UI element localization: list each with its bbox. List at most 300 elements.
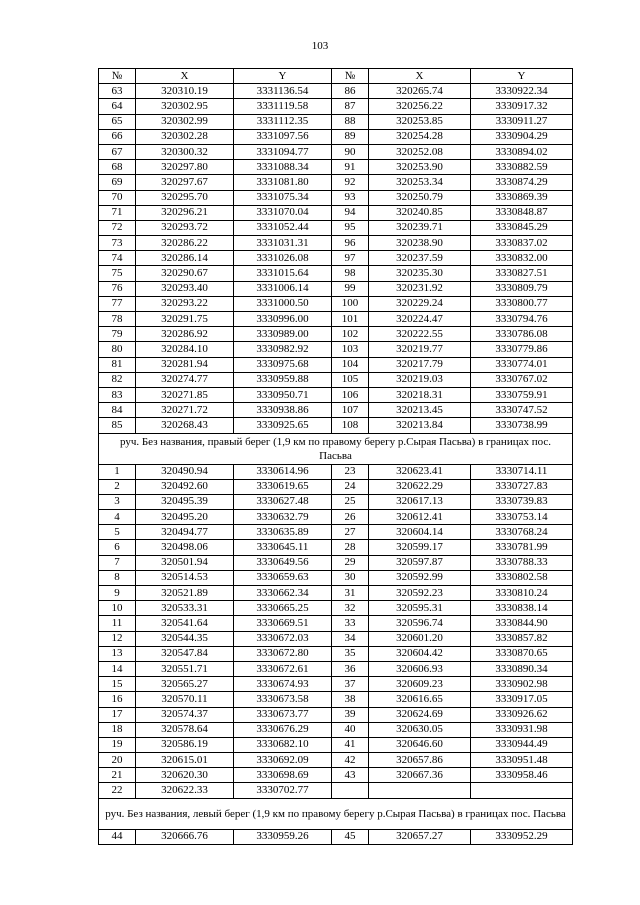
table-row — [99, 99, 573, 114]
point-number-cell: 16 — [99, 692, 136, 707]
x-coordinate-cell: 320547.84 — [136, 646, 234, 661]
table-row — [99, 312, 573, 327]
x-coordinate-cell: 320615.01 — [136, 753, 234, 768]
x-coordinate-cell: 320495.39 — [136, 494, 234, 509]
point-number-cell: 84 — [99, 403, 136, 418]
table-row — [99, 251, 573, 266]
y-coordinate-cell: 3330845.29 — [471, 220, 573, 235]
x-coordinate-cell: 320533.31 — [136, 601, 234, 616]
y-coordinate-cell: 3330779.86 — [471, 342, 573, 357]
table-row — [99, 631, 573, 646]
table-row — [99, 829, 573, 844]
x-coordinate-cell: 320240.85 — [369, 205, 471, 220]
y-coordinate-cell: 3330759.91 — [471, 387, 573, 402]
x-coordinate-cell: 320657.86 — [369, 753, 471, 768]
y-coordinate-cell: 3331119.58 — [234, 99, 332, 114]
y-coordinate-cell: 3331070.04 — [234, 205, 332, 220]
point-number-cell: 66 — [99, 129, 136, 144]
point-number-cell: 70 — [99, 190, 136, 205]
x-coordinate-cell: 320599.17 — [369, 540, 471, 555]
section-title: руч. Без названия, правый берег (1,9 км по правому берегу р.Сырая Пасьва) в границах пос. Пасьва — [99, 433, 573, 464]
y-coordinate-cell: 3330837.02 — [471, 236, 573, 251]
point-number-cell: 38 — [332, 692, 369, 707]
col-header-number: № — [99, 69, 136, 84]
point-number-cell: 33 — [332, 616, 369, 631]
y-coordinate-cell: 3330958.46 — [471, 768, 573, 783]
x-coordinate-cell: 320224.47 — [369, 312, 471, 327]
x-coordinate-cell: 320250.79 — [369, 190, 471, 205]
x-coordinate-cell: 320622.29 — [369, 479, 471, 494]
point-number-cell: 99 — [332, 281, 369, 296]
y-coordinate-cell: 3330674.93 — [234, 677, 332, 692]
point-number-cell: 87 — [332, 99, 369, 114]
point-number-cell: 106 — [332, 387, 369, 402]
x-coordinate-cell: 320302.99 — [136, 114, 234, 129]
x-coordinate-cell: 320213.45 — [369, 403, 471, 418]
table-row — [99, 372, 573, 387]
point-number-cell: 63 — [99, 84, 136, 99]
x-coordinate-cell: 320630.05 — [369, 722, 471, 737]
x-coordinate-cell: 320574.37 — [136, 707, 234, 722]
table-row — [99, 129, 573, 144]
x-coordinate-cell: 320609.23 — [369, 677, 471, 692]
x-coordinate-cell: 320265.74 — [369, 84, 471, 99]
table-row — [99, 677, 573, 692]
point-number-cell: 103 — [332, 342, 369, 357]
coordinates-table — [98, 68, 573, 845]
y-coordinate-cell: 3330882.59 — [471, 160, 573, 175]
x-coordinate-cell: 320286.14 — [136, 251, 234, 266]
table-row — [99, 783, 573, 798]
x-coordinate-cell: 320592.99 — [369, 570, 471, 585]
point-number-cell: 32 — [332, 601, 369, 616]
x-coordinate-cell: 320213.84 — [369, 418, 471, 433]
table-row — [99, 266, 573, 281]
x-coordinate-cell: 320235.30 — [369, 266, 471, 281]
point-number-cell — [332, 783, 369, 798]
table-row — [99, 661, 573, 676]
table-row — [99, 464, 573, 479]
x-coordinate-cell: 320586.19 — [136, 737, 234, 752]
point-number-cell: 19 — [99, 737, 136, 752]
y-coordinate-cell: 3330800.77 — [471, 296, 573, 311]
y-coordinate-cell: 3330768.24 — [471, 525, 573, 540]
y-coordinate-cell: 3330802.58 — [471, 570, 573, 585]
x-coordinate-cell: 320284.10 — [136, 342, 234, 357]
point-number-cell: 74 — [99, 251, 136, 266]
y-coordinate-cell: 3331000.50 — [234, 296, 332, 311]
x-coordinate-cell: 320286.92 — [136, 327, 234, 342]
point-number-cell: 107 — [332, 403, 369, 418]
x-coordinate-cell: 320296.21 — [136, 205, 234, 220]
table-row — [99, 144, 573, 159]
point-number-cell: 20 — [99, 753, 136, 768]
x-coordinate-cell: 320271.72 — [136, 403, 234, 418]
table-row — [99, 601, 573, 616]
y-coordinate-cell: 3330857.82 — [471, 631, 573, 646]
point-number-cell: 88 — [332, 114, 369, 129]
y-coordinate-cell: 3331031.31 — [234, 236, 332, 251]
x-coordinate-cell: 320597.87 — [369, 555, 471, 570]
point-number-cell: 2 — [99, 479, 136, 494]
x-coordinate-cell: 320541.64 — [136, 616, 234, 631]
point-number-cell: 17 — [99, 707, 136, 722]
point-number-cell: 15 — [99, 677, 136, 692]
y-coordinate-cell: 3331112.35 — [234, 114, 332, 129]
y-coordinate-cell: 3330632.79 — [234, 510, 332, 525]
table-row — [99, 646, 573, 661]
y-coordinate-cell: 3330870.65 — [471, 646, 573, 661]
point-number-cell: 29 — [332, 555, 369, 570]
point-number-cell: 7 — [99, 555, 136, 570]
point-number-cell: 36 — [332, 661, 369, 676]
point-number-cell: 12 — [99, 631, 136, 646]
point-number-cell: 64 — [99, 99, 136, 114]
y-coordinate-cell: 3330662.34 — [234, 586, 332, 601]
y-coordinate-cell: 3331015.64 — [234, 266, 332, 281]
x-coordinate-cell: 320239.71 — [369, 220, 471, 235]
x-coordinate-cell: 320666.76 — [136, 829, 234, 844]
x-coordinate-cell: 320300.32 — [136, 144, 234, 159]
point-number-cell: 30 — [332, 570, 369, 585]
y-coordinate-cell: 3330786.08 — [471, 327, 573, 342]
point-number-cell: 80 — [99, 342, 136, 357]
table-row — [99, 570, 573, 585]
point-number-cell: 44 — [99, 829, 136, 844]
x-coordinate-cell: 320604.42 — [369, 646, 471, 661]
point-number-cell: 78 — [99, 312, 136, 327]
x-coordinate-cell: 320219.03 — [369, 372, 471, 387]
x-coordinate-cell: 320514.53 — [136, 570, 234, 585]
section-title-row — [99, 433, 573, 464]
point-number-cell: 69 — [99, 175, 136, 190]
table-row — [99, 418, 573, 433]
point-number-cell: 104 — [332, 357, 369, 372]
x-coordinate-cell: 320646.60 — [369, 737, 471, 752]
point-number-cell: 28 — [332, 540, 369, 555]
point-number-cell: 93 — [332, 190, 369, 205]
table-row — [99, 205, 573, 220]
x-coordinate-cell: 320492.60 — [136, 479, 234, 494]
point-number-cell: 21 — [99, 768, 136, 783]
y-coordinate-cell: 3330952.29 — [471, 829, 573, 844]
x-coordinate-cell: 320297.67 — [136, 175, 234, 190]
table-row — [99, 327, 573, 342]
table-row — [99, 281, 573, 296]
y-coordinate-cell: 3330809.79 — [471, 281, 573, 296]
x-coordinate-cell: 320601.20 — [369, 631, 471, 646]
y-coordinate-cell: 3330727.83 — [471, 479, 573, 494]
point-number-cell: 13 — [99, 646, 136, 661]
x-coordinate-cell: 320293.72 — [136, 220, 234, 235]
point-number-cell: 41 — [332, 737, 369, 752]
table-row — [99, 296, 573, 311]
y-coordinate-cell: 3330926.62 — [471, 707, 573, 722]
x-coordinate-cell: 320237.59 — [369, 251, 471, 266]
table-row — [99, 707, 573, 722]
y-coordinate-cell: 3330774.01 — [471, 357, 573, 372]
x-coordinate-cell: 320229.24 — [369, 296, 471, 311]
y-coordinate-cell: 3331088.34 — [234, 160, 332, 175]
table-row — [99, 525, 573, 540]
point-number-cell: 1 — [99, 464, 136, 479]
x-coordinate-cell: 320293.40 — [136, 281, 234, 296]
point-number-cell: 25 — [332, 494, 369, 509]
y-coordinate-cell: 3330904.29 — [471, 129, 573, 144]
table-row — [99, 403, 573, 418]
y-coordinate-cell: 3330982.92 — [234, 342, 332, 357]
x-coordinate-cell: 320268.43 — [136, 418, 234, 433]
table-row — [99, 555, 573, 570]
x-coordinate-cell: 320578.64 — [136, 722, 234, 737]
point-number-cell: 3 — [99, 494, 136, 509]
y-coordinate-cell: 3330902.98 — [471, 677, 573, 692]
point-number-cell: 37 — [332, 677, 369, 692]
y-coordinate-cell: 3330922.34 — [471, 84, 573, 99]
table-row — [99, 84, 573, 99]
x-coordinate-cell: 320217.79 — [369, 357, 471, 372]
table-row — [99, 357, 573, 372]
y-coordinate-cell: 3330869.39 — [471, 190, 573, 205]
y-coordinate-cell: 3330996.00 — [234, 312, 332, 327]
y-coordinate-cell: 3330672.61 — [234, 661, 332, 676]
y-coordinate-cell: 3330702.77 — [234, 783, 332, 798]
point-number-cell: 71 — [99, 205, 136, 220]
point-number-cell: 101 — [332, 312, 369, 327]
section-title-row — [99, 798, 573, 829]
point-number-cell: 72 — [99, 220, 136, 235]
x-coordinate-cell: 320222.55 — [369, 327, 471, 342]
point-number-cell: 9 — [99, 586, 136, 601]
x-coordinate-cell: 320253.34 — [369, 175, 471, 190]
x-coordinate-cell: 320495.20 — [136, 510, 234, 525]
y-coordinate-cell: 3330827.51 — [471, 266, 573, 281]
x-coordinate-cell: 320501.94 — [136, 555, 234, 570]
y-coordinate-cell: 3330673.58 — [234, 692, 332, 707]
x-coordinate-cell: 320254.28 — [369, 129, 471, 144]
table-row — [99, 616, 573, 631]
table-row — [99, 692, 573, 707]
x-coordinate-cell: 320551.71 — [136, 661, 234, 676]
x-coordinate-cell: 320606.93 — [369, 661, 471, 676]
y-coordinate-cell: 3330951.48 — [471, 753, 573, 768]
point-number-cell: 35 — [332, 646, 369, 661]
x-coordinate-cell: 320252.08 — [369, 144, 471, 159]
col-header-x-2: X — [369, 69, 471, 84]
x-coordinate-cell: 320667.36 — [369, 768, 471, 783]
y-coordinate-cell: 3330692.09 — [234, 753, 332, 768]
y-coordinate-cell: 3330959.88 — [234, 372, 332, 387]
y-coordinate-cell: 3331052.44 — [234, 220, 332, 235]
y-coordinate-cell: 3330788.33 — [471, 555, 573, 570]
y-coordinate-cell: 3330739.83 — [471, 494, 573, 509]
x-coordinate-cell: 320253.90 — [369, 160, 471, 175]
table-row — [99, 768, 573, 783]
y-coordinate-cell: 3330635.89 — [234, 525, 332, 540]
point-number-cell: 5 — [99, 525, 136, 540]
x-coordinate-cell: 320604.14 — [369, 525, 471, 540]
y-coordinate-cell: 3330890.34 — [471, 661, 573, 676]
y-coordinate-cell: 3331075.34 — [234, 190, 332, 205]
point-number-cell: 31 — [332, 586, 369, 601]
y-coordinate-cell: 3330911.27 — [471, 114, 573, 129]
col-header-number-2: № — [332, 69, 369, 84]
point-number-cell: 77 — [99, 296, 136, 311]
point-number-cell: 26 — [332, 510, 369, 525]
point-number-cell: 108 — [332, 418, 369, 433]
x-coordinate-cell: 320622.33 — [136, 783, 234, 798]
y-coordinate-cell: 3330794.76 — [471, 312, 573, 327]
x-coordinate-cell: 320302.95 — [136, 99, 234, 114]
point-number-cell: 43 — [332, 768, 369, 783]
table-row — [99, 220, 573, 235]
point-number-cell: 42 — [332, 753, 369, 768]
y-coordinate-cell: 3330659.63 — [234, 570, 332, 585]
col-header-x: X — [136, 69, 234, 84]
point-number-cell: 68 — [99, 160, 136, 175]
x-coordinate-cell: 320293.22 — [136, 296, 234, 311]
point-number-cell: 82 — [99, 372, 136, 387]
point-number-cell: 73 — [99, 236, 136, 251]
point-number-cell: 75 — [99, 266, 136, 281]
col-header-y-2: Y — [471, 69, 573, 84]
table-row — [99, 494, 573, 509]
x-coordinate-cell: 320238.90 — [369, 236, 471, 251]
point-number-cell: 11 — [99, 616, 136, 631]
point-number-cell: 14 — [99, 661, 136, 676]
point-number-cell: 92 — [332, 175, 369, 190]
point-number-cell: 34 — [332, 631, 369, 646]
point-number-cell: 90 — [332, 144, 369, 159]
point-number-cell: 65 — [99, 114, 136, 129]
y-coordinate-cell: 3330665.25 — [234, 601, 332, 616]
y-coordinate-cell: 3330844.90 — [471, 616, 573, 631]
x-coordinate-cell: 320616.65 — [369, 692, 471, 707]
y-coordinate-cell: 3330673.77 — [234, 707, 332, 722]
point-number-cell: 105 — [332, 372, 369, 387]
point-number-cell: 45 — [332, 829, 369, 844]
y-coordinate-cell: 3330925.65 — [234, 418, 332, 433]
table-row — [99, 160, 573, 175]
y-coordinate-cell: 3330676.29 — [234, 722, 332, 737]
x-coordinate-cell: 320290.67 — [136, 266, 234, 281]
y-coordinate-cell: 3330894.02 — [471, 144, 573, 159]
y-coordinate-cell: 3330938.86 — [234, 403, 332, 418]
x-coordinate-cell: 320592.23 — [369, 586, 471, 601]
point-number-cell: 10 — [99, 601, 136, 616]
y-coordinate-cell: 3330767.02 — [471, 372, 573, 387]
point-number-cell: 67 — [99, 144, 136, 159]
y-coordinate-cell: 3330950.71 — [234, 387, 332, 402]
y-coordinate-cell: 3331081.80 — [234, 175, 332, 190]
point-number-cell: 23 — [332, 464, 369, 479]
x-coordinate-cell: 320274.77 — [136, 372, 234, 387]
table-row — [99, 236, 573, 251]
point-number-cell: 24 — [332, 479, 369, 494]
table-row — [99, 114, 573, 129]
point-number-cell: 85 — [99, 418, 136, 433]
y-coordinate-cell: 3330975.68 — [234, 357, 332, 372]
x-coordinate-cell: 320620.30 — [136, 768, 234, 783]
y-coordinate-cell: 3330810.24 — [471, 586, 573, 601]
x-coordinate-cell: 320231.92 — [369, 281, 471, 296]
x-coordinate-cell: 320521.89 — [136, 586, 234, 601]
y-coordinate-cell: 3330738.99 — [471, 418, 573, 433]
y-coordinate-cell: 3331136.54 — [234, 84, 332, 99]
y-coordinate-cell: 3330917.05 — [471, 692, 573, 707]
table-row — [99, 737, 573, 752]
y-coordinate-cell: 3330649.56 — [234, 555, 332, 570]
point-number-cell: 102 — [332, 327, 369, 342]
y-coordinate-cell: 3330682.10 — [234, 737, 332, 752]
y-coordinate-cell: 3330781.99 — [471, 540, 573, 555]
point-number-cell: 95 — [332, 220, 369, 235]
x-coordinate-cell: 320657.27 — [369, 829, 471, 844]
y-coordinate-cell — [471, 783, 573, 798]
point-number-cell: 96 — [332, 236, 369, 251]
table-row — [99, 387, 573, 402]
x-coordinate-cell: 320310.19 — [136, 84, 234, 99]
y-coordinate-cell: 3330753.14 — [471, 510, 573, 525]
table-row — [99, 342, 573, 357]
y-coordinate-cell: 3330669.51 — [234, 616, 332, 631]
y-coordinate-cell: 3330917.32 — [471, 99, 573, 114]
y-coordinate-cell: 3331026.08 — [234, 251, 332, 266]
table-row — [99, 479, 573, 494]
y-coordinate-cell: 3330838.14 — [471, 601, 573, 616]
point-number-cell: 27 — [332, 525, 369, 540]
x-coordinate-cell: 320218.31 — [369, 387, 471, 402]
table-row — [99, 586, 573, 601]
y-coordinate-cell: 3330672.80 — [234, 646, 332, 661]
x-coordinate-cell: 320544.35 — [136, 631, 234, 646]
x-coordinate-cell: 320565.27 — [136, 677, 234, 692]
y-coordinate-cell: 3331097.56 — [234, 129, 332, 144]
point-number-cell: 91 — [332, 160, 369, 175]
point-number-cell: 86 — [332, 84, 369, 99]
point-number-cell: 79 — [99, 327, 136, 342]
x-coordinate-cell — [369, 783, 471, 798]
point-number-cell: 83 — [99, 387, 136, 402]
y-coordinate-cell: 3330848.87 — [471, 205, 573, 220]
y-coordinate-cell: 3330944.49 — [471, 737, 573, 752]
table-body — [99, 84, 573, 845]
x-coordinate-cell: 320291.75 — [136, 312, 234, 327]
x-coordinate-cell: 320498.06 — [136, 540, 234, 555]
y-coordinate-cell: 3331006.14 — [234, 281, 332, 296]
point-number-cell: 18 — [99, 722, 136, 737]
x-coordinate-cell: 320596.74 — [369, 616, 471, 631]
point-number-cell: 76 — [99, 281, 136, 296]
y-coordinate-cell: 3330619.65 — [234, 479, 332, 494]
x-coordinate-cell: 320612.41 — [369, 510, 471, 525]
x-coordinate-cell: 320595.31 — [369, 601, 471, 616]
x-coordinate-cell: 320494.77 — [136, 525, 234, 540]
page-number: 103 — [311, 40, 329, 52]
point-number-cell: 8 — [99, 570, 136, 585]
x-coordinate-cell: 320617.13 — [369, 494, 471, 509]
table-row — [99, 175, 573, 190]
point-number-cell: 81 — [99, 357, 136, 372]
y-coordinate-cell: 3330832.00 — [471, 251, 573, 266]
x-coordinate-cell: 320271.85 — [136, 387, 234, 402]
point-number-cell: 94 — [332, 205, 369, 220]
x-coordinate-cell: 320570.11 — [136, 692, 234, 707]
point-number-cell: 39 — [332, 707, 369, 722]
point-number-cell: 89 — [332, 129, 369, 144]
x-coordinate-cell: 320253.85 — [369, 114, 471, 129]
x-coordinate-cell: 320219.77 — [369, 342, 471, 357]
